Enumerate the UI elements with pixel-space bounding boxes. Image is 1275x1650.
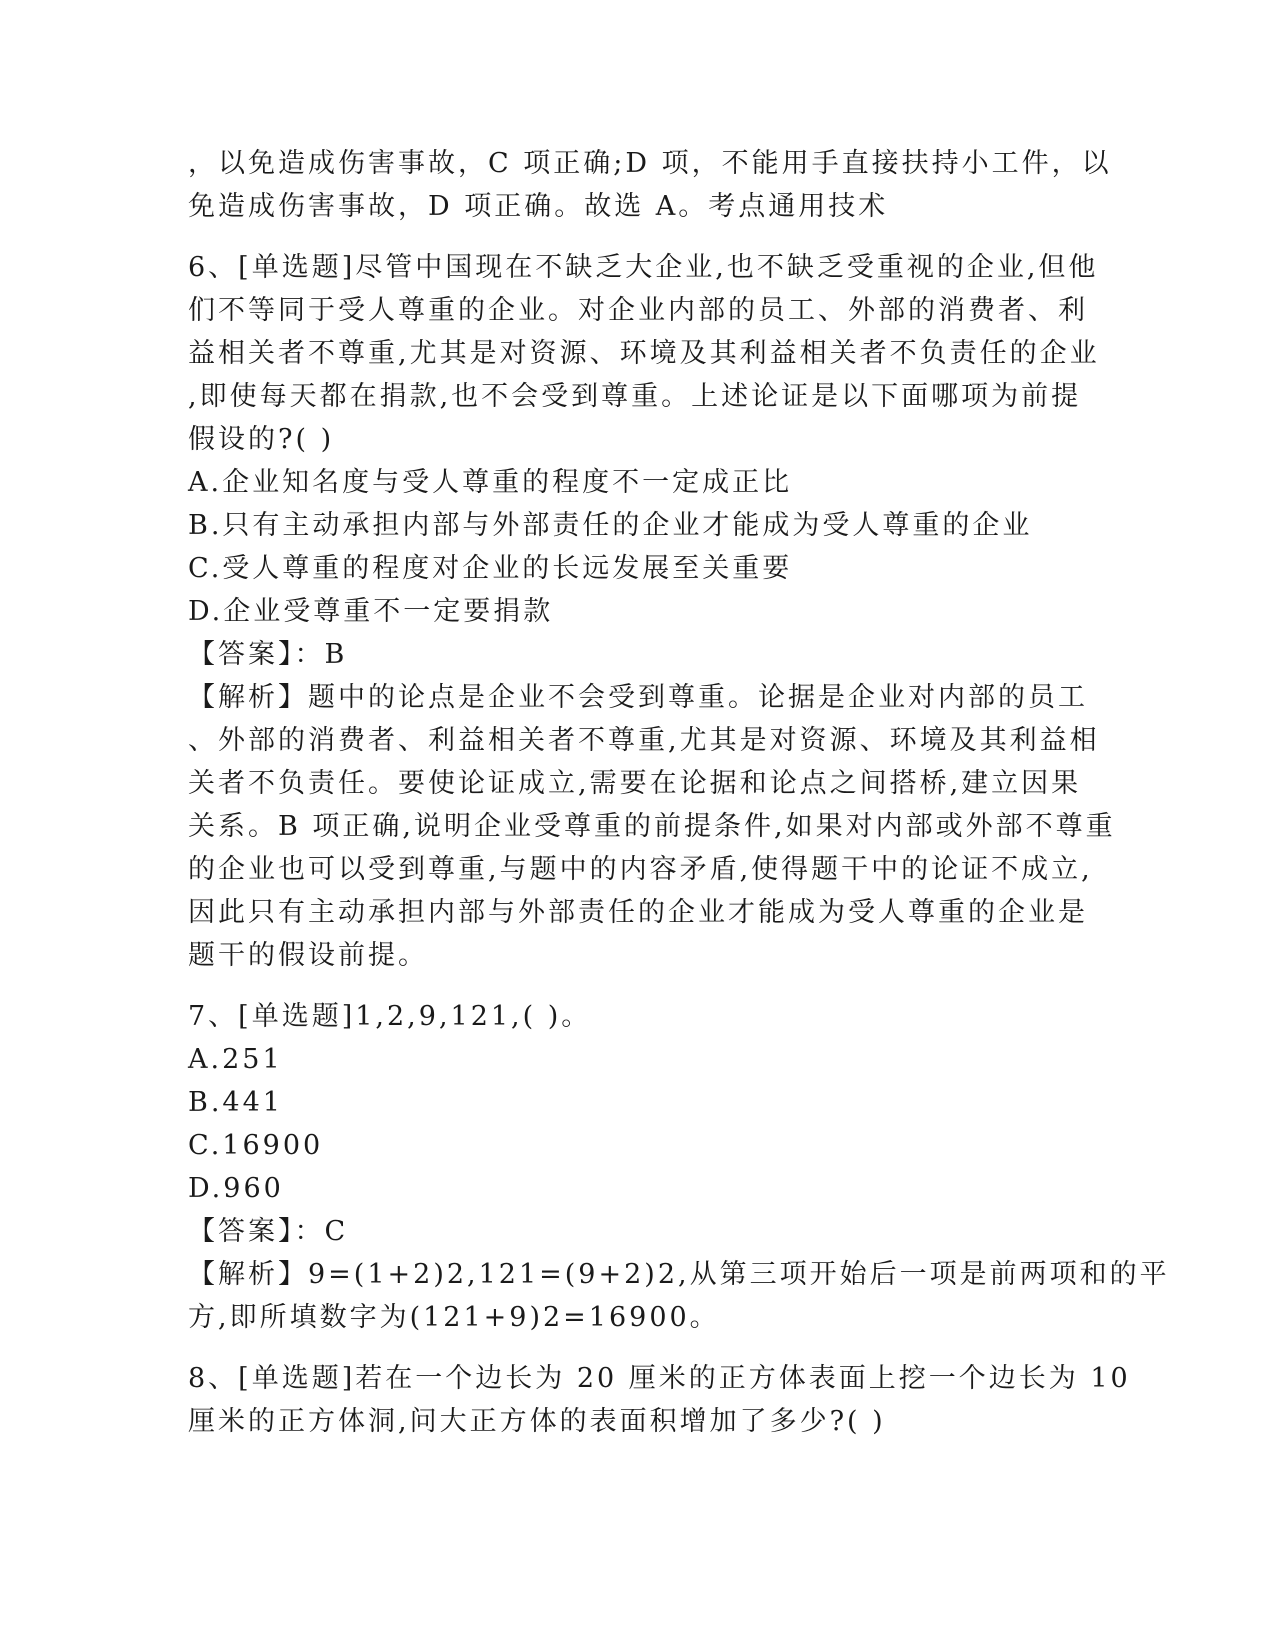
question-7: [188, 995, 1170, 1339]
option-c: C.受人尊重的程度对企业的长远发展至关重要: [188, 553, 793, 584]
option-b: B.441: [188, 1087, 283, 1118]
text-line: 【解析】题中的论点是企业不会受到尊重。论据是企业对内部的员工: [188, 682, 1088, 713]
text-line: 益相关者不尊重,尤其是对资源、环境及其利益相关者不负责任的企业: [188, 338, 1100, 369]
text-line: 的企业也可以受到尊重,与题中的内容矛盾,使得题干中的论证不成立,: [188, 854, 1093, 885]
text-line: 厘米的正方体洞,问大正方体的表面积增加了多少?( ): [188, 1406, 886, 1437]
question-stem: [188, 246, 1100, 461]
text-line: 6、[单选题]尽管中国现在不缺乏大企业,也不缺乏受重视的企业,但他: [188, 252, 1099, 283]
text-line: 因此只有主动承担内部与外部责任的企业才能成为受人尊重的企业是: [188, 897, 1088, 928]
text-line: 7、[单选题]1,2,9,121,( )。: [188, 1001, 592, 1032]
option-list: [188, 1038, 1088, 1210]
text-line: 【解析】9=(1+2)2,121=(9+2)2,从第三项开始后一项是前两项和的平: [188, 1259, 1170, 1290]
option-list: [188, 461, 1088, 633]
text-line: ,即使每天都在捐款,也不会受到尊重。上述论证是以下面哪项为前提: [188, 381, 1082, 412]
text-line: 8、[单选题]若在一个边长为 20 厘米的正方体表面上挖一个边长为 10: [188, 1363, 1131, 1394]
question-stem: [188, 1357, 1131, 1443]
text-line: 题干的假设前提。: [188, 940, 428, 971]
question-stem: [188, 995, 1088, 1038]
option-a: A.251: [188, 1044, 283, 1075]
option-c: C.16900: [188, 1130, 324, 1161]
text-line: 免造成伤害事故，D 项正确。故选 A。考点通用技术: [188, 191, 889, 222]
text-line: 、外部的消费者、利益相关者不尊重,尤其是对资源、环境及其利益相: [188, 725, 1100, 756]
question-8: [188, 1357, 1131, 1443]
question-6: [188, 246, 1116, 977]
text-line: ，以免造成伤害事故，C 项正确;D 项，不能用手直接扶持小工件，以: [188, 148, 1112, 179]
answer-line: 【答案】：B: [188, 639, 348, 670]
option-d: D.960: [188, 1173, 284, 1204]
text-line: 假设的?( ): [188, 424, 335, 455]
analysis-paragraph: [188, 676, 1116, 977]
answer-line: 【答案】：C: [188, 1216, 349, 1247]
text-line: 方,即所填数字为(121+9)2=16900。: [188, 1302, 720, 1333]
text-line: 关系。B 项正确,说明企业受尊重的前提条件,如果对内部或外部不尊重: [188, 811, 1116, 842]
option-b: B.只有主动承担内部与外部责任的企业才能成为受人尊重的企业: [188, 510, 1033, 541]
intro-paragraph: [188, 142, 1112, 228]
text-line: 关者不负责任。要使论证成立,需要在论据和论点之间搭桥,建立因果: [188, 768, 1082, 799]
text-line: 们不等同于受人尊重的企业。对企业内部的员工、外部的消费者、利: [188, 295, 1088, 326]
document-page: [188, 142, 1170, 1443]
option-a: A.企业知名度与受人尊重的程度不一定成正比: [188, 467, 793, 498]
option-d: D.企业受尊重不一定要捐款: [188, 596, 554, 627]
analysis-paragraph: [188, 1253, 1170, 1339]
